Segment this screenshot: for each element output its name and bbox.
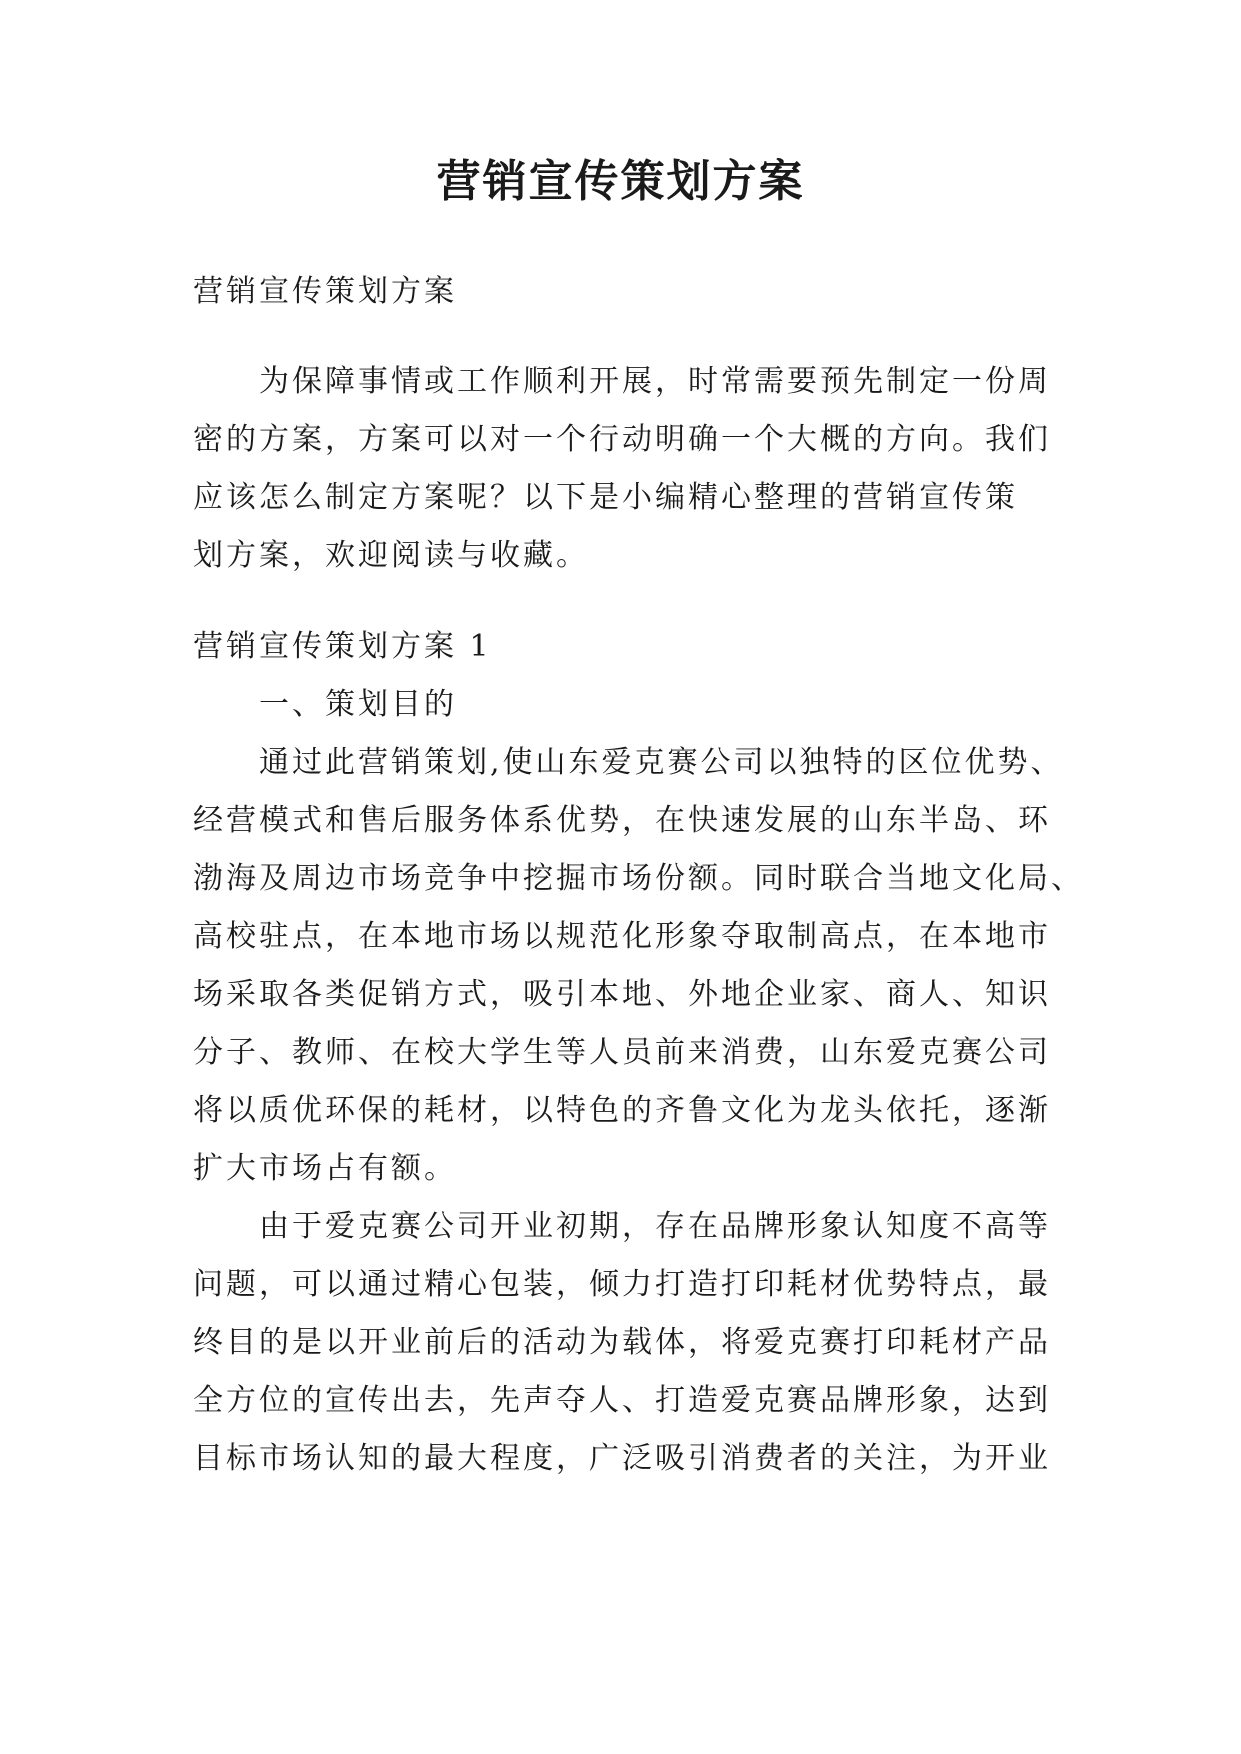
intro-line: 应该怎么制定方案呢？以下是小编精心整理的营销宣传策 [193,480,1018,515]
paragraph-line: 终目的是以开业前后的活动为载体，将爱克赛打印耗材产品 [193,1325,1051,1360]
paragraph-line: 由于爱克赛公司开业初期，存在品牌形象认知度不高等 [259,1209,1051,1244]
paragraph-line: 目标市场认知的最大程度，广泛吸引消费者的关注，为开业 [193,1441,1051,1476]
paragraph-line: 经营模式和售后服务体系优势，在快速发展的山东半岛、环 [193,803,1051,838]
document-subtitle: 营销宣传策划方案 [193,274,457,309]
paragraph-line: 渤海及周边市场竞争中挖掘市场份额。同时联合当地文化局、 [193,861,1084,896]
paragraph-line: 全方位的宣传出去，先声夺人、打造爱克赛品牌形象，达到 [193,1383,1051,1418]
paragraph-brand [193,1198,1053,1488]
paragraph-line: 分子、教师、在校大学生等人员前来消费，山东爱克赛公司 [193,1035,1051,1070]
paragraph-line: 扩大市场占有额。 [193,1151,457,1186]
section-heading: 一、策划目的 [259,687,457,722]
paragraph-line: 场采取各类促销方式，吸引本地、外地企业家、商人、知识 [193,977,1051,1012]
paragraph-line: 通过此营销策划,使山东爱克赛公司以独特的区位优势、 [259,745,1064,780]
paragraph-purpose [193,734,1084,1198]
intro-line: 密的方案，方案可以对一个行动明确一个大概的方向。我们 [193,422,1051,457]
intro-line: 为保障事情或工作顺利开展，时常需要预先制定一份周 [259,364,1051,399]
section-title: 营销宣传策划方案 1 [193,629,492,664]
intro-paragraph [193,353,1053,585]
document-title: 营销宣传策划方案 [436,156,805,207]
paragraph-line: 将以质优环保的耗材，以特色的齐鲁文化为龙头依托，逐渐 [193,1093,1051,1128]
intro-line: 划方案，欢迎阅读与收藏。 [193,538,589,573]
paragraph-line: 问题，可以通过精心包装，倾力打造打印耗材优势特点，最 [193,1267,1051,1302]
paragraph-line: 高校驻点，在本地市场以规范化形象夺取制高点，在本地市 [193,919,1051,954]
